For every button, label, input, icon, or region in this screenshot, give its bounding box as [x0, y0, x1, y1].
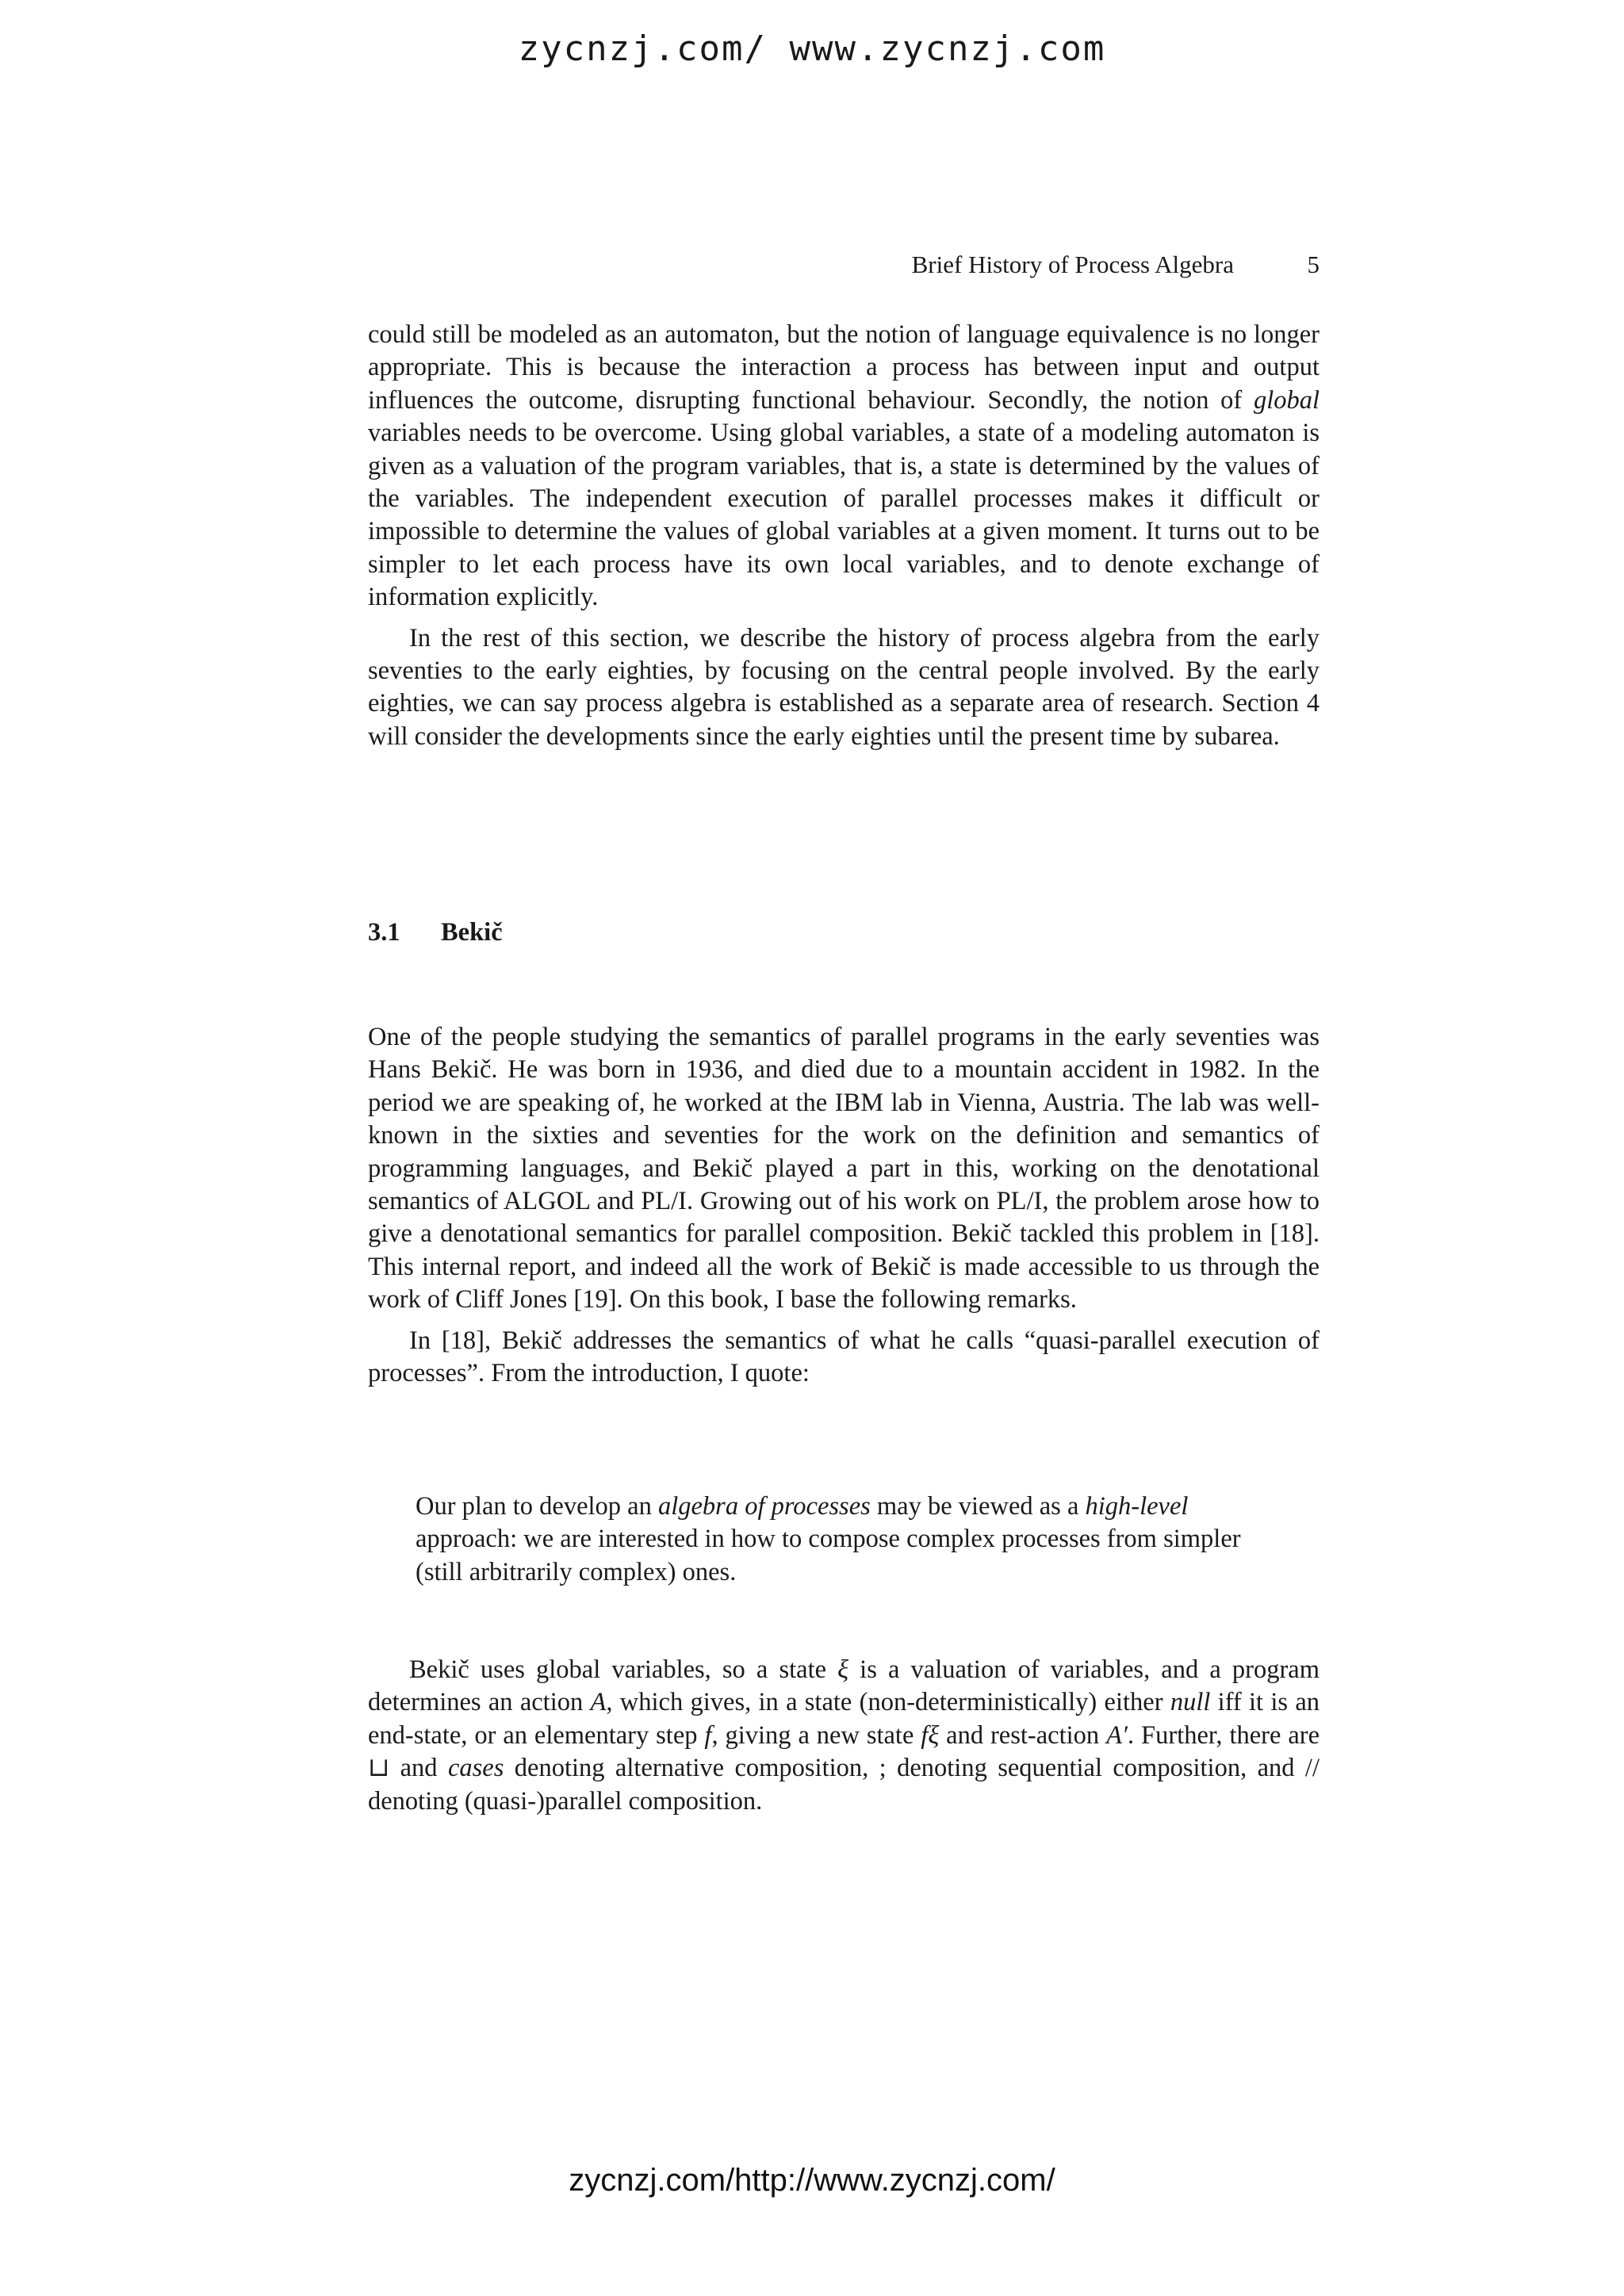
page-number: 5 — [1307, 251, 1320, 278]
body-block-1 — [368, 319, 1320, 753]
p5-text-1: Bekič uses global variables, so a state — [409, 1655, 838, 1684]
paragraph-1-text: could still be modeled as an automaton, but the notion of language equivalence is no longer appropriate. This is because the interaction a process has between input and output influences the outcome, disrupting functional behaviour. Secondly, the notion of — [368, 320, 1320, 415]
block-quote — [416, 1490, 1276, 1589]
paragraph-4: In [18], Bekič addresses the semantics of what he calls “quasi-parallel execution of processes”. From the introduction, I quote: — [368, 1326, 1320, 1388]
quote-emphasis-2: high-level — [1085, 1492, 1189, 1521]
section-heading — [368, 918, 503, 947]
body-block-2 — [368, 1021, 1320, 1390]
p5-text-3: , which gives, in a state (non-deterministically) either — [606, 1688, 1170, 1717]
p5-emphasis-null: null — [1170, 1688, 1211, 1717]
p5-text-7: . Further, there are ⊔ and — [368, 1720, 1320, 1783]
paragraph-1 — [368, 319, 1320, 614]
watermark-bottom: zycnzj.com/http://www.zycnzj.com/ — [569, 2163, 1055, 2198]
p5-text-5: , giving a new state — [711, 1720, 921, 1750]
p5-math-a: A — [590, 1688, 607, 1717]
p5-text-8: denoting alternative composition, ; denoting sequential composition, and // denoting (quasi-)parallel composition. — [368, 1754, 1320, 1816]
section-title: Bekič — [441, 918, 503, 947]
body-block-3 — [368, 1654, 1320, 1818]
quote-text-1: Our plan to develop an — [416, 1492, 658, 1521]
running-head-title: Brief History of Process Algebra — [911, 251, 1234, 278]
paragraph-1-text-rest: variables needs to be overcome. Using global variables, a state of a modeling automaton is given as a valuation of the program variables, that is, a state is determined by the values of the variables. The independent execution of parallel processes makes it difficult or impossible to determine the values of global variables at a given moment. It turns out to be simpler to let each process have its own local variables, and to denote exchange of information explicitly. — [368, 419, 1320, 612]
p5-math-fxi: fξ — [921, 1720, 940, 1750]
p5-emphasis-cases: cases — [447, 1754, 504, 1783]
p5-text-2: is a valuation of variables, and a program determines an action — [368, 1655, 1320, 1717]
p5-math-f: f — [704, 1720, 712, 1750]
watermark-top: zycnzj.com/ www.zycnzj.com — [518, 29, 1106, 69]
p5-text-4: iff it is an end-state, or an elementary step — [368, 1688, 1320, 1750]
quote-text-2: may be viewed as a — [870, 1492, 1086, 1521]
paragraph-5 — [368, 1654, 1320, 1818]
quote-text-3: approach: we are interested in how to compose complex processes from simpler (still arbitrarily complex) ones. — [416, 1525, 1241, 1586]
p5-text-6: and rest-action — [939, 1720, 1107, 1750]
quote-emphasis-1: algebra of processes — [657, 1492, 871, 1521]
paragraph-3: One of the people studying the semantics of parallel programs in the early seventies was Hans Bekič. He was born in 1936, and died due to a mountain accident in 1982. In the period we are speaking of, he worked at the IBM lab in Vienna, Austria. The lab was well-known in the sixties and seventies for the work on the definition and semantics of programming languages, and Bekič played a part in this, working on the denotational semantics of ALGOL and PL/I. Growing out of his work on PL/I, the problem arose how to give a denotational semantics for parallel composition. Bekič tackled this problem in [18]. This internal report, and indeed all the work of Bekič is made accessible to us through the work of Cliff Jones [19]. On this book, I base the following remarks. — [368, 1023, 1320, 1314]
p5-math-xi: ξ — [837, 1655, 849, 1684]
paragraph-1-emphasis: global — [1253, 385, 1320, 415]
p5-math-a-prime: A′ — [1106, 1720, 1128, 1750]
paragraph-2: In the rest of this section, we describe the history of process algebra from the early seventies to the early eighties, by focusing on the central people involved. By the early eighties, we can say process algebra is established as a separate area of research. Section 4 will consider the developments since the early eighties until the present time by subarea. — [368, 623, 1320, 751]
section-number: 3.1 — [368, 918, 400, 947]
